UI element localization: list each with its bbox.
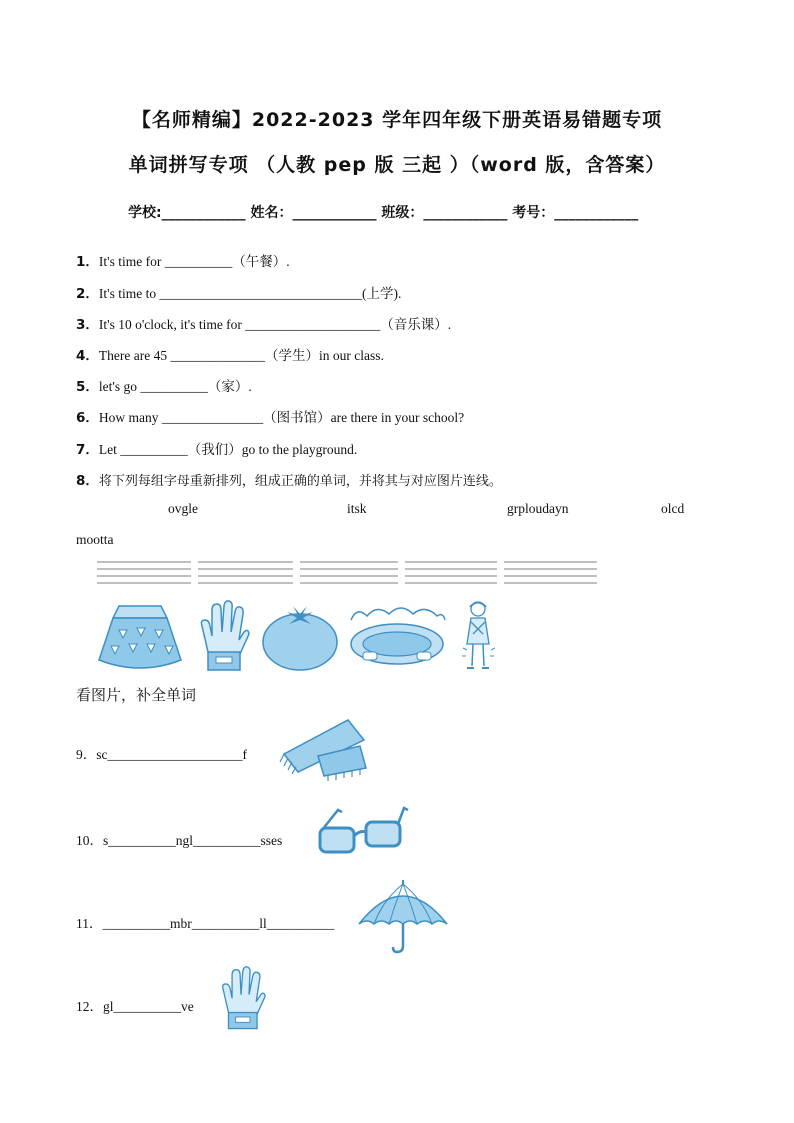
question-text: 将下列每组字母重新排列，组成正确的单词，并将其与对应图片连线。 — [98, 474, 502, 489]
question-text[interactable]: It's time for __________（午餐）. — [98, 254, 290, 269]
scrambled-word-3: grploudayn — [507, 501, 569, 516]
question-3: 3．It's 10 o'clock, it's time for ____________________（音乐课）. — [76, 317, 452, 333]
cold-girl-picture[interactable] — [461, 598, 495, 680]
section-title: 看图片，补全单词 — [76, 686, 197, 704]
sunglasses-icon — [316, 806, 410, 862]
scrambled-word-4: olcd — [661, 501, 685, 516]
umbrella-icon — [355, 880, 451, 958]
tomato-picture[interactable] — [261, 602, 339, 676]
question-4: 4．There are 45 ______________（学生）in our class. — [76, 348, 384, 364]
question-text[interactable]: let's go __________（家）. — [98, 379, 252, 394]
fill-item-9[interactable]: 9．sc____________________f — [76, 747, 247, 762]
question-5: 5．let's go __________（家）. — [76, 379, 252, 395]
question-2: 2．It's time to ______________________________(上学). — [76, 286, 402, 302]
question-7: 7．Let __________（我们）go to the playground. — [76, 442, 358, 458]
scrambled-word-2: itsk — [347, 501, 367, 516]
question-8: 8．将下列每组字母重新排列，组成正确的单词，并将其与对应图片连线。 — [76, 473, 502, 489]
question-6: 6．How many _______________（图书馆）are there in your school? — [76, 410, 465, 426]
question-text[interactable]: There are 45 ______________（学生）in our class. — [98, 348, 384, 363]
question-text[interactable]: Let __________（我们）go to the playground. — [98, 442, 358, 457]
question-text[interactable]: How many _______________（图书馆）are there in your school? — [98, 410, 465, 425]
question-text[interactable]: It's 10 o'clock, it's time for ____________________（音乐课）. — [98, 317, 452, 332]
playground-picture[interactable] — [347, 602, 447, 676]
scrambled-word-1: ovgle — [168, 501, 198, 516]
scarf-icon — [278, 716, 370, 786]
fill-item-12[interactable]: 12．gl__________ve — [76, 999, 194, 1014]
glove-icon — [216, 964, 266, 1040]
name-field[interactable]: 姓名：____________ — [250, 205, 377, 221]
writing-lines[interactable] — [97, 558, 599, 588]
doc-title-line1: 【名师精编】2022-2023 学年四年级下册英语易错题专项 — [131, 109, 663, 131]
fill-item-10[interactable]: 10．s__________ngl__________sses — [76, 833, 283, 848]
class-field[interactable]: 班级：____________ — [381, 205, 508, 221]
skirt-picture[interactable] — [97, 600, 183, 678]
fill-item-11[interactable]: 11．__________mbr__________ll__________ — [76, 916, 335, 931]
question-text[interactable]: It's time to ______________________________(上学). — [98, 286, 402, 301]
school-field[interactable]: 学校:____________ — [128, 205, 246, 221]
student-info-row — [128, 202, 638, 222]
scrambled-word-5: mootta — [76, 532, 114, 547]
question-1: 1．It's time for __________（午餐）. — [76, 254, 290, 270]
glove-picture[interactable] — [194, 600, 250, 680]
exam-number-field[interactable]: 考号：____________ — [512, 205, 639, 221]
doc-title-line2: 单词拼写专项 （人教 pep 版 三起 ）（word 版，含答案） — [128, 154, 666, 176]
